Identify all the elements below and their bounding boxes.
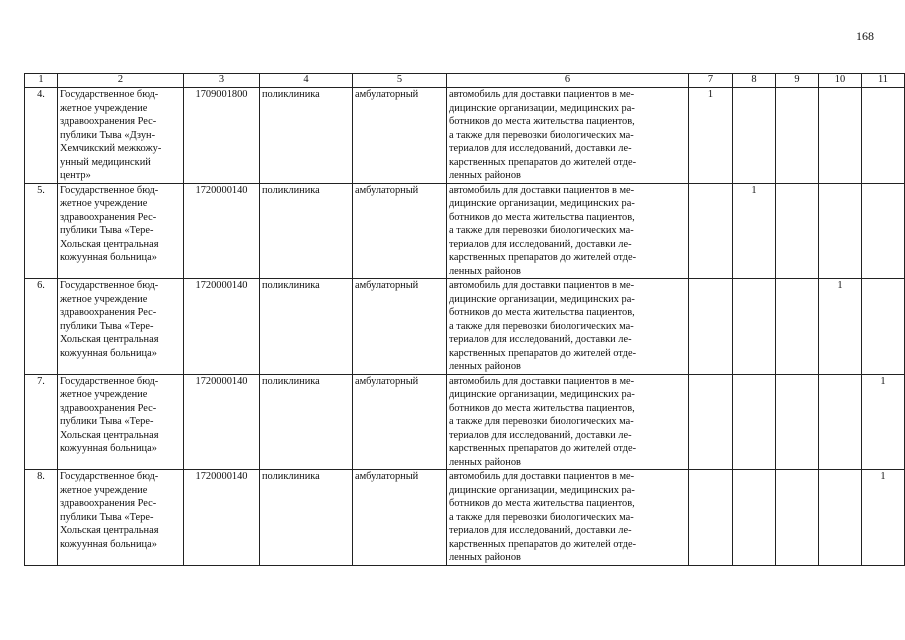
row-number: 7. — [25, 374, 58, 470]
organization-name: Государственное бюд- жетное учреждение здравоохранения Рес- публики Тыва «Тере- Хольская центральная кожуунная больница» — [58, 183, 184, 279]
care-mode: амбулаторный — [353, 279, 447, 375]
table-row — [25, 279, 905, 375]
col-header: 3 — [184, 74, 260, 88]
cell-col10 — [819, 183, 862, 279]
cell-col8 — [733, 470, 776, 566]
col-header: 5 — [353, 74, 447, 88]
cell-col8: 1 — [733, 183, 776, 279]
cell-col9 — [776, 374, 819, 470]
table-row — [25, 183, 905, 279]
organization-name: Государственное бюд- жетное учреждение здравоохранения Рес- публики Тыва «Тере- Хольская центральная кожуунная больница» — [58, 470, 184, 566]
cell-col7 — [689, 279, 733, 375]
vehicle-purpose: автомобиль для доставки пациентов в ме- дицинские организации, медицинских ра- ботников до места жительства пациентов, а также для перевозки биологических ма- териалов для исследований, доставки ле- карственных препаратов до жителей отде- ленных районов — [447, 88, 689, 184]
cell-col9 — [776, 183, 819, 279]
cell-col11 — [862, 279, 905, 375]
facilities-table — [24, 73, 905, 566]
row-number: 4. — [25, 88, 58, 184]
facility-type: поликлиника — [260, 470, 353, 566]
cell-col10 — [819, 88, 862, 184]
col-header: 4 — [260, 74, 353, 88]
cell-col7: 1 — [689, 88, 733, 184]
col-header: 2 — [58, 74, 184, 88]
cell-col11: 1 — [862, 374, 905, 470]
row-number: 6. — [25, 279, 58, 375]
facility-type: поликлиника — [260, 88, 353, 184]
organization-name: Государственное бюд- жетное учреждение здравоохранения Рес- публики Тыва «Тере- Хольская центральная кожуунная больница» — [58, 374, 184, 470]
col-header: 11 — [862, 74, 905, 88]
table-row — [25, 88, 905, 184]
cell-col7 — [689, 374, 733, 470]
organization-code: 1720000140 — [184, 374, 260, 470]
col-header: 10 — [819, 74, 862, 88]
cell-col11: 1 — [862, 470, 905, 566]
vehicle-purpose: автомобиль для доставки пациентов в ме- дицинские организации, медицинских ра- ботников до места жительства пациентов, а также для перевозки биологических ма- териалов для исследований, доставки ле- карственных препаратов до жителей отде- ленных районов — [447, 470, 689, 566]
cell-col8 — [733, 88, 776, 184]
care-mode: амбулаторный — [353, 374, 447, 470]
cell-col10 — [819, 470, 862, 566]
header-row — [25, 74, 905, 88]
col-header: 7 — [689, 74, 733, 88]
cell-col10 — [819, 374, 862, 470]
cell-col9 — [776, 88, 819, 184]
col-header: 6 — [447, 74, 689, 88]
care-mode: амбулаторный — [353, 183, 447, 279]
cell-col9 — [776, 470, 819, 566]
table-row — [25, 374, 905, 470]
vehicle-purpose: автомобиль для доставки пациентов в ме- дицинские организации, медицинских ра- ботников до места жительства пациентов, а также для перевозки биологических ма- териалов для исследований, доставки ле- карственных препаратов до жителей отде- ленных районов — [447, 374, 689, 470]
row-number: 8. — [25, 470, 58, 566]
organization-code: 1720000140 — [184, 470, 260, 566]
col-header: 8 — [733, 74, 776, 88]
organization-code: 1720000140 — [184, 279, 260, 375]
cell-col7 — [689, 183, 733, 279]
organization-code: 1720000140 — [184, 183, 260, 279]
organization-code: 1709001800 — [184, 88, 260, 184]
table-row — [25, 470, 905, 566]
cell-col11 — [862, 183, 905, 279]
facility-type: поликлиника — [260, 183, 353, 279]
care-mode: амбулаторный — [353, 88, 447, 184]
cell-col7 — [689, 470, 733, 566]
vehicle-purpose: автомобиль для доставки пациентов в ме- дицинские организации, медицинских ра- ботников до места жительства пациентов, а также для перевозки биологических ма- териалов для исследований, доставки ле- карственных препаратов до жителей отде- ленных районов — [447, 279, 689, 375]
cell-col11 — [862, 88, 905, 184]
row-number: 5. — [25, 183, 58, 279]
vehicle-purpose: автомобиль для доставки пациентов в ме- дицинские организации, медицинских ра- ботников до места жительства пациентов, а также для перевозки биологических ма- териалов для исследований, доставки ле- карственных препаратов до жителей отде- ленных районов — [447, 183, 689, 279]
facility-type: поликлиника — [260, 279, 353, 375]
cell-col10: 1 — [819, 279, 862, 375]
organization-name: Государственное бюд- жетное учреждение здравоохранения Рес- публики Тыва «Дзун- Хемчикский межкожу- унный медицинский центр» — [58, 88, 184, 184]
facility-type: поликлиника — [260, 374, 353, 470]
cell-col9 — [776, 279, 819, 375]
col-header: 1 — [25, 74, 58, 88]
cell-col8 — [733, 279, 776, 375]
cell-col8 — [733, 374, 776, 470]
col-header: 9 — [776, 74, 819, 88]
organization-name: Государственное бюд- жетное учреждение здравоохранения Рес- публики Тыва «Тере- Хольская центральная кожуунная больница» — [58, 279, 184, 375]
page-number: 168 — [856, 29, 874, 43]
care-mode: амбулаторный — [353, 470, 447, 566]
